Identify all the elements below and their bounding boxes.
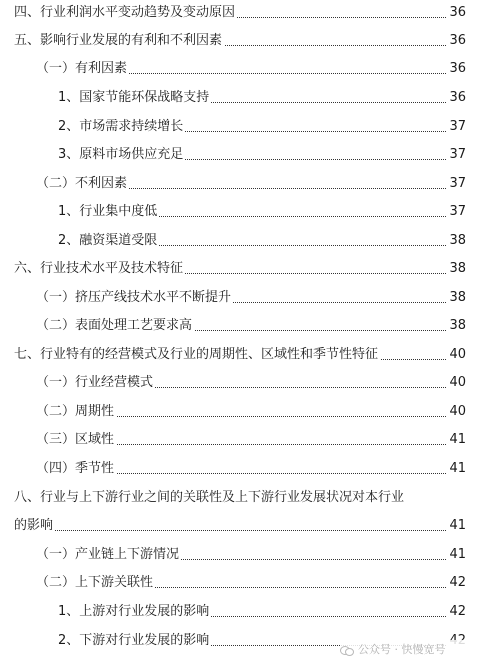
toc-entry-page: 41 [447, 430, 466, 450]
toc-entry-page: 37 [447, 174, 466, 194]
toc-entry-title: 2、下游对行业发展的影响 [58, 631, 211, 651]
toc-entry-page: 36 [447, 31, 466, 51]
toc-entry-title: （二）表面处理工艺要求高 [36, 316, 194, 336]
toc-entry-page: 37 [447, 202, 466, 222]
toc-entry-title: 七、行业特有的经营模式及行业的周期性、区域性和季节性特征 [14, 345, 380, 365]
toc-entry[interactable] [0, 3, 480, 23]
toc-entry[interactable] [0, 402, 480, 422]
toc-entry[interactable] [0, 231, 480, 251]
toc-entry-title: （一）挤压产线技术水平不断提升 [36, 288, 233, 308]
toc-entry-page: 40 [447, 345, 466, 365]
toc-entry-title: 3、原料市场供应充足 [58, 145, 185, 165]
watermark-text: 公众号 · 快慢宽号 [358, 643, 446, 656]
toc-entry-title: 2、融资渠道受限 [58, 231, 159, 251]
toc-entry[interactable] [0, 573, 480, 593]
toc-entry[interactable] [0, 288, 480, 308]
watermark [340, 640, 480, 660]
toc-entry-page: 37 [447, 145, 466, 165]
toc-entry[interactable] [0, 345, 480, 365]
toc-entry[interactable] [0, 373, 480, 393]
toc-entry[interactable] [0, 545, 480, 565]
toc-entry[interactable] [0, 430, 480, 450]
toc-entry-title: 的影响 [14, 516, 55, 536]
toc-entry-title: （三）区域性 [36, 430, 116, 450]
toc-entry-title: （一）产业链上下游情况 [36, 545, 181, 565]
toc-entry-page: 38 [447, 288, 466, 308]
toc-entry-title: 四、行业利润水平变动趋势及变动原因 [14, 3, 237, 23]
toc-entry-title: 1、国家节能环保战略支持 [58, 88, 211, 108]
toc-entry[interactable] [0, 31, 480, 51]
toc-entry[interactable] [0, 602, 480, 622]
toc-entry-page: 36 [447, 59, 466, 79]
toc-entry-page: 38 [447, 231, 466, 251]
toc-entry-page: 38 [447, 316, 466, 336]
toc-entry-page: 41 [447, 545, 466, 565]
toc-entry[interactable] [0, 59, 480, 79]
toc-entry[interactable] [0, 259, 480, 279]
toc-entry[interactable] [0, 88, 480, 108]
toc-entry-page: 42 [447, 602, 466, 622]
toc-entry[interactable] [0, 145, 480, 165]
toc-entry-title: 五、影响行业发展的有利和不利因素 [14, 31, 224, 51]
toc-entry-title: （四）季节性 [36, 459, 116, 479]
toc-entry-title: （一）有利因素 [36, 59, 129, 79]
wechat-icon [340, 645, 354, 656]
toc-entry-title: （一）行业经营模式 [36, 373, 155, 393]
toc-entry-page: 37 [447, 117, 466, 137]
toc-entry[interactable] [0, 316, 480, 336]
toc-entry-page: 36 [447, 3, 466, 23]
dot-leader [14, 530, 450, 531]
toc-entry-title: 1、上游对行业发展的影响 [58, 602, 211, 622]
toc-entry[interactable] [0, 488, 480, 508]
toc-entry-title: （二）周期性 [36, 402, 116, 422]
toc-entry-page: 38 [447, 259, 466, 279]
toc-entry-page: 41 [447, 516, 466, 536]
toc-entry-title: 六、行业技术水平及技术特征 [14, 259, 185, 279]
toc-entry-page: 41 [447, 459, 466, 479]
toc-entry-page: 40 [447, 373, 466, 393]
toc-entry-page: 36 [447, 88, 466, 108]
toc-entry-continuation[interactable] [0, 516, 480, 536]
toc-entry[interactable] [0, 459, 480, 479]
toc-entry-title: （二）上下游关联性 [36, 573, 155, 593]
toc-entry-page: 42 [447, 573, 466, 593]
toc-entry-title: 2、市场需求持续增长 [58, 117, 185, 137]
toc-entry[interactable] [0, 117, 480, 137]
toc-entry[interactable] [0, 202, 480, 222]
toc-entry-title: 1、行业集中度低 [58, 202, 159, 222]
toc-entry-page: 40 [447, 402, 466, 422]
toc-entry-title: （二）不利因素 [36, 174, 129, 194]
toc-entry-title: 八、行业与上下游行业之间的关联性及上下游行业发展状况对本行业 [14, 488, 406, 508]
toc-entry[interactable] [0, 174, 480, 194]
